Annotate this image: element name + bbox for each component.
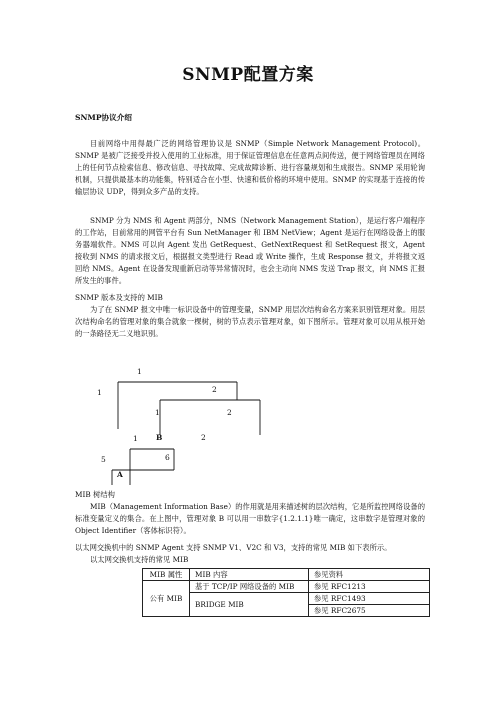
mib-table bbox=[142, 568, 430, 617]
header-cell: MIB 属性 bbox=[143, 569, 190, 581]
tree-label: 1 bbox=[155, 408, 160, 417]
tree-label-root: 1 bbox=[137, 367, 142, 376]
group-cell: 公有 MIB bbox=[143, 581, 190, 617]
caption-mib-tree: MIB 树结构 bbox=[75, 490, 115, 499]
tree-label: 2 bbox=[227, 408, 232, 417]
paragraph-nms-agent: SNMP 分为 NMS 和 Agent 两部分，NMS（Network Management Station），是运行客户端程序的工作站，目前常用的网管平台有 Sun NetManager 和 IBM NetView；Agent 是运行在网络设备上的服务器端软件。NMS 可以向 Agent 发出 GetRequest、GetNextRequest 和 SetRequest 报文，Agent 接收到 NMS 的请求报文后，根据报文类型进行 Read 或 Write 操作，生成 Response 报文，并将报文返回给 NMS。Agent 在设备发现重新启动等异常情况时，也会主动向 NMS 发送 Trap 报文，向 NMS 汇报所发生的事件。 bbox=[75, 216, 425, 286]
tree-label: 2 bbox=[201, 433, 206, 442]
tree-label-node-b: B bbox=[156, 433, 163, 442]
table-cell: 基于 TCP/IP 网络设备的 MIB bbox=[190, 581, 309, 593]
table-header-row bbox=[143, 569, 430, 581]
header-cell: MIB 内容 bbox=[190, 569, 309, 581]
tree-label: 2 bbox=[212, 385, 217, 394]
section-heading: SNMP协议介绍 bbox=[75, 113, 132, 122]
subheading-version-mib: SNMP 版本及支持的 MIB bbox=[75, 293, 163, 302]
paragraph-agent-support: 以太网交换机中的 SNMP Agent 支持 SNMP V1、V2C 和 V3，支持的常见 MIB 如下表所示。 bbox=[75, 543, 392, 552]
tree-label: 1 bbox=[133, 434, 138, 443]
tree-label-node-a: A bbox=[117, 470, 123, 479]
table-cell: 参见 RFC1493 bbox=[309, 593, 430, 605]
tree-label: 1 bbox=[97, 388, 102, 397]
table-row bbox=[143, 581, 430, 593]
table-caption: 以太网交换机支持的常见 MIB bbox=[90, 555, 189, 564]
table-cell: BRIDGE MIB bbox=[190, 593, 309, 617]
page-title: SNMP配置方案 bbox=[182, 65, 314, 85]
tree-label: 5 bbox=[101, 455, 106, 464]
table-cell: 参见 RFC1213 bbox=[309, 581, 430, 593]
paragraph-naming: 为了在 SNMP 报文中唯一标识设备中的管理变量，SNMP 用层次结构命名方案来识别管理对象。用层次结构命名的管理对象的集合就象一棵树，树的节点表示管理对象，如下图所示。管理对象可以用从根开始的一条路径无二义地识别。 bbox=[75, 305, 425, 339]
tree-label: 6 bbox=[165, 453, 170, 462]
header-cell: 参见资料 bbox=[309, 569, 430, 581]
paragraph-mib: MIB（Management Information Base）的作用就是用来描述树的层次结构，它是所监控网络设备的标准变量定义的集合。在上图中，管理对象 B 可以用一串数字{1.2.1.1}唯一确定，这串数字是管理对象的 Object Identifier（客体标识符）。 bbox=[75, 502, 425, 536]
paragraph-intro: 目前网络中用得最广泛的网络管理协议是 SNMP（Simple Network Management Protocol)。SNMP 是被广泛接受并投入使用的工业标准，用于保证管理信息在任意两点间传送，便于网络管理员在网络上的任何节点检索信息、修改信息、寻找故障、完成故障诊断、进行容量规划和生成报告。SNMP 采用轮询机制，只提供最基本的功能集，特别适合在小型、快速和低价格的环境中使用。SNMP 的实现基于连接的传输层协议 UDP，得到众多产品的支持。 bbox=[75, 139, 425, 197]
table-cell: 参见 RFC2675 bbox=[309, 605, 430, 617]
